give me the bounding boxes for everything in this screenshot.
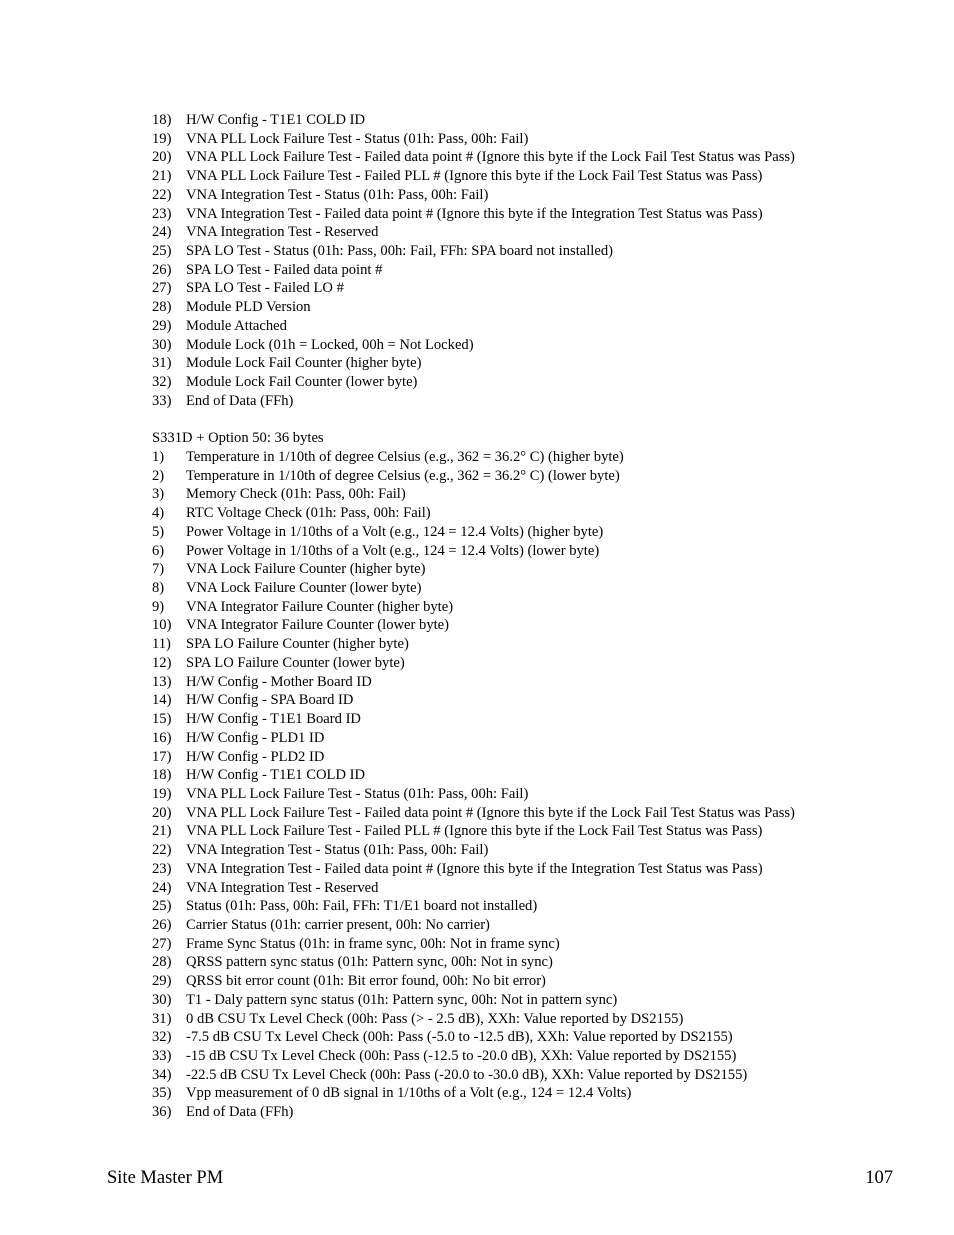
list-item xyxy=(152,504,912,523)
list-item xyxy=(152,336,912,355)
item-text: Carrier Status (01h: carrier present, 00h: No carrier) xyxy=(186,916,490,933)
item-number: 36) xyxy=(152,1104,172,1121)
list-item xyxy=(152,860,912,879)
item-number: 7) xyxy=(152,561,165,578)
item-number: 32) xyxy=(152,1029,172,1046)
list-item xyxy=(152,205,912,224)
item-text: H/W Config - Mother Board ID xyxy=(186,673,372,690)
list-item xyxy=(152,186,912,205)
item-text: SPA LO Failure Counter (higher byte) xyxy=(186,636,409,653)
list-item xyxy=(152,785,912,804)
item-number: 33) xyxy=(152,392,172,409)
item-number: 5) xyxy=(152,523,165,540)
item-text: Module Attached xyxy=(186,317,287,334)
item-text: Module PLD Version xyxy=(186,299,311,316)
list-item xyxy=(152,560,912,579)
list-item xyxy=(152,1084,912,1103)
item-text: H/W Config - T1E1 Board ID xyxy=(186,711,361,728)
list-item xyxy=(152,972,912,991)
item-number: 31) xyxy=(152,1010,172,1027)
item-text: VNA Integration Test - Reserved xyxy=(186,224,379,241)
item-number: 21) xyxy=(152,168,172,185)
item-text: Memory Check (01h: Pass, 00h: Fail) xyxy=(186,486,406,503)
item-text: End of Data (FFh) xyxy=(186,392,294,409)
item-text: VNA Integration Test - Status (01h: Pass, 00h: Fail) xyxy=(186,186,489,203)
item-number: 31) xyxy=(152,355,172,372)
item-text: VNA PLL Lock Failure Test - Status (01h: Pass, 00h: Fail) xyxy=(186,785,529,802)
item-text: H/W Config - PLD2 ID xyxy=(186,748,325,765)
list-item xyxy=(152,804,912,823)
item-text: H/W Config - T1E1 COLD ID xyxy=(186,767,366,784)
list-item xyxy=(152,879,912,898)
item-number: 26) xyxy=(152,261,172,278)
list-item xyxy=(152,841,912,860)
item-number: 8) xyxy=(152,580,165,597)
list-item xyxy=(152,1066,912,1085)
list-item xyxy=(152,598,912,617)
item-text: RTC Voltage Check (01h: Pass, 00h: Fail) xyxy=(186,505,431,522)
list-item xyxy=(152,448,912,467)
byte-list-s331d-option-50 xyxy=(152,448,912,1122)
list-item xyxy=(152,354,912,373)
item-number: 18) xyxy=(152,112,172,128)
list-item xyxy=(152,766,912,785)
item-number: 3) xyxy=(152,486,165,503)
list-item xyxy=(152,523,912,542)
list-item xyxy=(152,130,912,149)
item-text: H/W Config - PLD1 ID xyxy=(186,729,325,746)
item-text: Temperature in 1/10th of degree Celsius (e.g., 362 = 36.2° C) (higher byte) xyxy=(186,449,624,465)
item-text: Frame Sync Status (01h: in frame sync, 00h: Not in frame sync) xyxy=(186,935,560,952)
item-number: 23) xyxy=(152,205,172,222)
list-item xyxy=(152,223,912,242)
item-text: VNA Lock Failure Counter (higher byte) xyxy=(186,561,426,578)
item-text: VNA Integration Test - Failed data point # (Ignore this byte if the Integration Test Status was Pass) xyxy=(186,860,763,877)
list-item xyxy=(152,710,912,729)
item-number: 14) xyxy=(152,692,172,709)
list-item xyxy=(152,897,912,916)
item-number: 6) xyxy=(152,542,165,559)
list-item xyxy=(152,242,912,261)
byte-list-continued xyxy=(152,111,912,411)
item-text: SPA LO Test - Failed LO # xyxy=(186,280,344,297)
item-text: QRSS bit error count (01h: Bit error found, 00h: No bit error) xyxy=(186,973,546,990)
item-number: 22) xyxy=(152,842,172,859)
item-number: 2) xyxy=(152,467,165,484)
list-item xyxy=(152,111,912,130)
item-text: Power Voltage in 1/10ths of a Volt (e.g., 124 = 12.4 Volts) (lower byte) xyxy=(186,542,600,559)
list-item xyxy=(152,916,912,935)
item-number: 32) xyxy=(152,374,172,391)
list-item xyxy=(152,467,912,486)
section-heading: S331D + Option 50: 36 bytes xyxy=(152,430,324,446)
list-item xyxy=(152,392,912,411)
list-item xyxy=(152,485,912,504)
item-number: 21) xyxy=(152,823,172,840)
list-item xyxy=(152,279,912,298)
item-number: 33) xyxy=(152,1048,172,1064)
list-item xyxy=(152,991,912,1010)
item-text: VNA Integrator Failure Counter (higher byte) xyxy=(186,598,454,615)
item-text: VNA Lock Failure Counter (lower byte) xyxy=(186,580,422,597)
item-text: H/W Config - T1E1 COLD ID xyxy=(186,112,366,128)
item-number: 10) xyxy=(152,617,172,634)
item-number: 4) xyxy=(152,505,165,522)
item-number: 24) xyxy=(152,879,172,896)
item-number: 11) xyxy=(152,636,171,653)
list-item xyxy=(152,148,912,167)
item-number: 23) xyxy=(152,860,172,877)
item-number: 20) xyxy=(152,149,172,166)
list-item xyxy=(152,1047,912,1066)
item-number: 35) xyxy=(152,1085,172,1102)
item-number: 19) xyxy=(152,130,172,147)
item-text: -15 dB CSU Tx Level Check (00h: Pass (-12.5 to -20.0 dB), XXh: Value reported by DS2155) xyxy=(186,1048,737,1064)
item-number: 25) xyxy=(152,898,172,915)
item-number: 26) xyxy=(152,916,172,933)
item-text: SPA LO Test - Failed data point # xyxy=(186,261,383,278)
list-item xyxy=(152,748,912,767)
item-number: 18) xyxy=(152,767,172,784)
item-text: SPA LO Failure Counter (lower byte) xyxy=(186,654,405,671)
item-number: 28) xyxy=(152,299,172,316)
item-text: Module Lock Fail Counter (lower byte) xyxy=(186,374,418,391)
item-text: Power Voltage in 1/10ths of a Volt (e.g., 124 = 12.4 Volts) (higher byte) xyxy=(186,523,604,540)
item-text: -7.5 dB CSU Tx Level Check (00h: Pass (-5.0 to -12.5 dB), XXh: Value reported by DS2155) xyxy=(186,1029,733,1046)
item-number: 19) xyxy=(152,785,172,802)
list-item xyxy=(152,654,912,673)
item-number: 13) xyxy=(152,673,172,690)
list-item xyxy=(152,691,912,710)
list-item xyxy=(152,317,912,336)
list-item xyxy=(152,635,912,654)
item-text: Status (01h: Pass, 00h: Fail, FFh: T1/E1 board not installed) xyxy=(186,898,538,915)
page-number: 107 xyxy=(865,1168,893,1188)
item-text: VNA Integrator Failure Counter (lower byte) xyxy=(186,617,450,634)
item-number: 16) xyxy=(152,729,172,746)
list-item xyxy=(152,935,912,954)
list-item xyxy=(152,1028,912,1047)
list-item xyxy=(152,579,912,598)
list-item xyxy=(152,616,912,635)
list-item xyxy=(152,822,912,841)
item-text: Module Lock (01h = Locked, 00h = Not Locked) xyxy=(186,336,474,353)
footer-title: Site Master PM xyxy=(107,1168,224,1188)
item-number: 15) xyxy=(152,711,172,728)
list-item xyxy=(152,1103,912,1122)
list-item xyxy=(152,542,912,561)
item-text: Temperature in 1/10th of degree Celsius (e.g., 362 = 36.2° C) (lower byte) xyxy=(186,467,620,484)
item-text: VNA Integration Test - Failed data point # (Ignore this byte if the Integration Test Status was Pass) xyxy=(186,205,763,222)
list-item xyxy=(152,673,912,692)
item-number: 9) xyxy=(152,598,165,615)
item-number: 34) xyxy=(152,1066,172,1083)
list-item xyxy=(152,1010,912,1029)
item-number: 12) xyxy=(152,654,172,671)
item-text: VNA PLL Lock Failure Test - Failed PLL # (Ignore this byte if the Lock Fail Test Status was Pass) xyxy=(186,168,763,185)
item-number: 29) xyxy=(152,973,172,990)
item-text: VNA PLL Lock Failure Test - Failed data point # (Ignore this byte if the Lock Fail Test Status was Pass) xyxy=(186,149,795,166)
item-number: 28) xyxy=(152,954,172,971)
item-text: VNA Integration Test - Reserved xyxy=(186,879,379,896)
item-text: H/W Config - SPA Board ID xyxy=(186,692,354,709)
item-number: 25) xyxy=(152,243,172,260)
item-number: 22) xyxy=(152,186,172,203)
item-text: SPA LO Test - Status (01h: Pass, 00h: Fail, FFh: SPA board not installed) xyxy=(186,243,613,260)
item-number: 30) xyxy=(152,991,172,1008)
list-item xyxy=(152,261,912,280)
item-number: 1) xyxy=(152,449,165,465)
item-number: 30) xyxy=(152,336,172,353)
item-number: 29) xyxy=(152,317,172,334)
item-text: 0 dB CSU Tx Level Check (00h: Pass (> - 2.5 dB), XXh: Value reported by DS2155) xyxy=(186,1010,684,1027)
list-item xyxy=(152,298,912,317)
item-text: T1 - Daly pattern sync status (01h: Pattern sync, 00h: Not in pattern sync) xyxy=(186,991,618,1008)
item-text: Vpp measurement of 0 dB signal in 1/10ths of a Volt (e.g., 124 = 12.4 Volts) xyxy=(186,1085,632,1102)
list-item xyxy=(152,167,912,186)
item-text: End of Data (FFh) xyxy=(186,1104,294,1121)
item-text: VNA PLL Lock Failure Test - Failed data point # (Ignore this byte if the Lock Fail Test Status was Pass) xyxy=(186,804,795,821)
item-text: Module Lock Fail Counter (higher byte) xyxy=(186,355,422,372)
item-number: 27) xyxy=(152,280,172,297)
list-item xyxy=(152,953,912,972)
item-text: -22.5 dB CSU Tx Level Check (00h: Pass (-20.0 to -30.0 dB), XXh: Value reported by DS2155) xyxy=(186,1066,748,1083)
item-number: 24) xyxy=(152,224,172,241)
item-number: 27) xyxy=(152,935,172,952)
item-number: 17) xyxy=(152,748,172,765)
item-text: VNA PLL Lock Failure Test - Status (01h: Pass, 00h: Fail) xyxy=(186,130,529,147)
item-text: QRSS pattern sync status (01h: Pattern sync, 00h: Not in sync) xyxy=(186,954,553,971)
item-text: VNA Integration Test - Status (01h: Pass, 00h: Fail) xyxy=(186,842,489,859)
list-item xyxy=(152,373,912,392)
list-item xyxy=(152,729,912,748)
item-number: 20) xyxy=(152,804,172,821)
item-text: VNA PLL Lock Failure Test - Failed PLL # (Ignore this byte if the Lock Fail Test Status was Pass) xyxy=(186,823,763,840)
